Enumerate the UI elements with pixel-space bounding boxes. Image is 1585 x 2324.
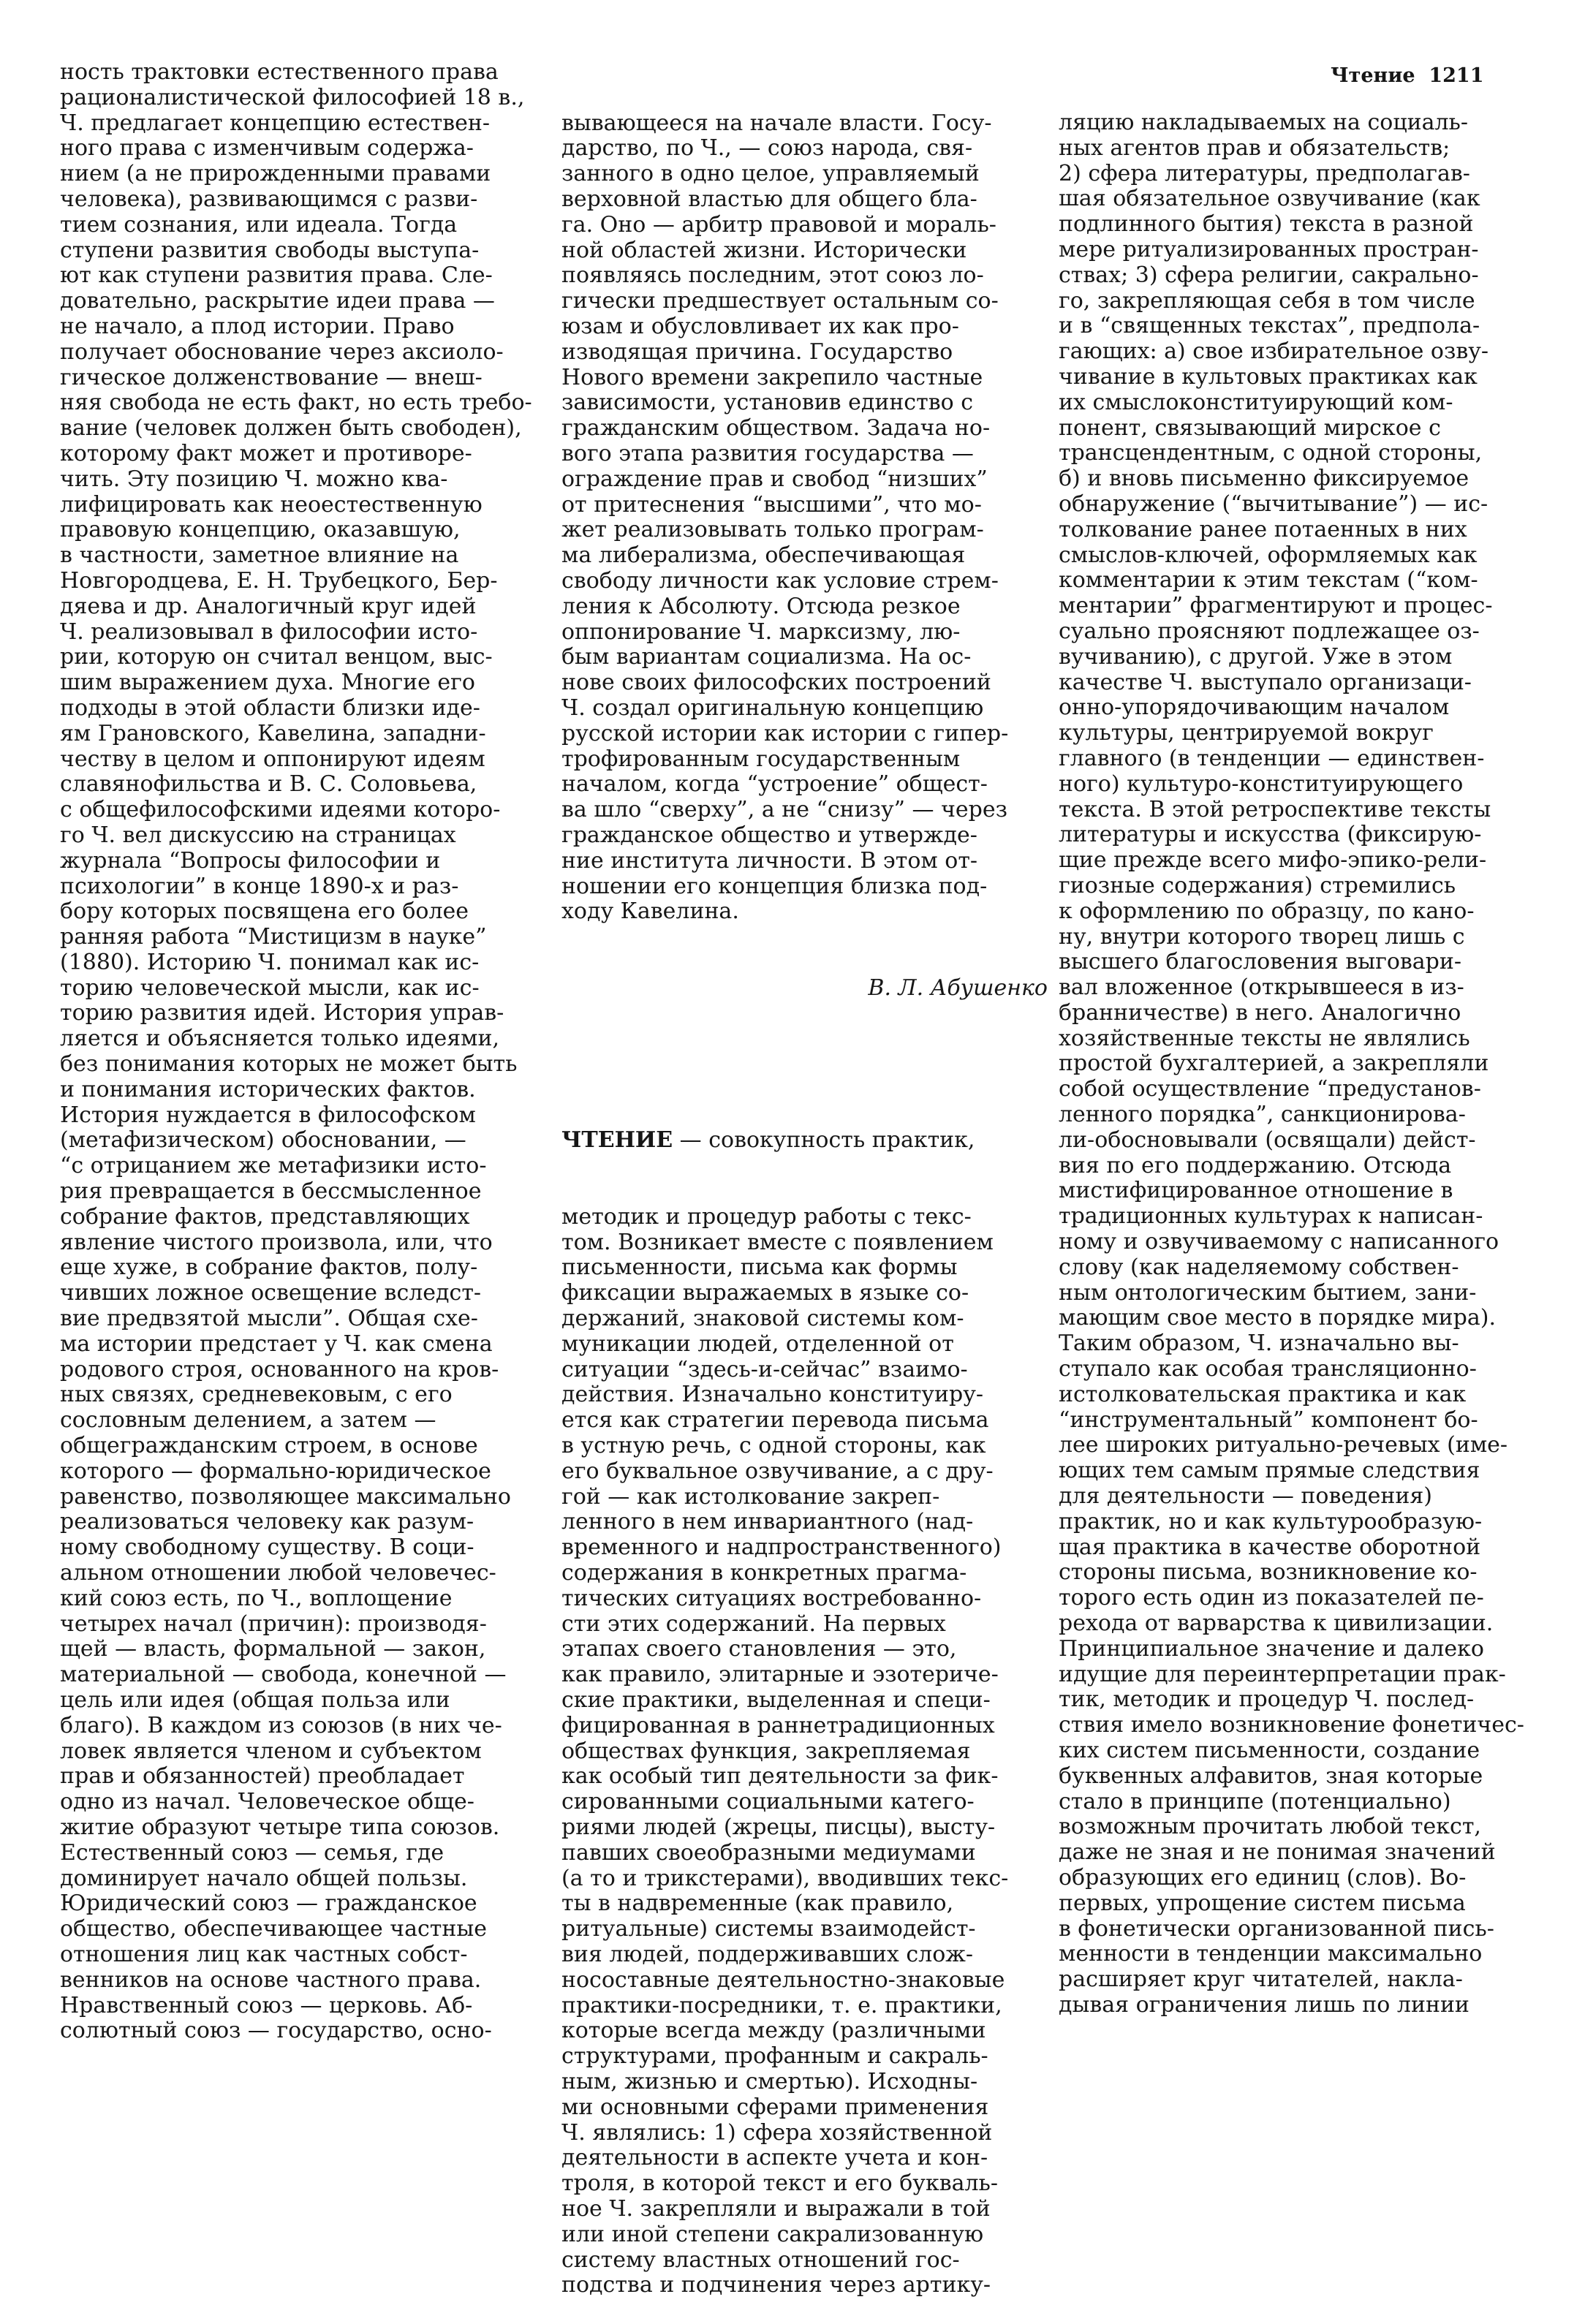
text-line: том. Возникает вместе с появлением: [561, 1229, 994, 1255]
text-line: б) и вновь письменно фиксируемое: [1059, 466, 1469, 492]
entry-text: [561, 1205, 1048, 2298]
text-line: идущие для переинтерпретации прак-: [1059, 1661, 1506, 1687]
text-line: (а то и трикстерами), вводивших текс-: [561, 1865, 1009, 1891]
text-line: слову (как наделяемому собствен-: [1059, 1254, 1459, 1280]
text-line: гиозные содержания) стремились: [1059, 872, 1456, 898]
text-line: ма истории предстает у Ч. как смена: [60, 1331, 493, 1357]
text-line: расширяет круг читателей, накла-: [1059, 1967, 1463, 1993]
text-line: реализоваться человеку как разум-: [60, 1509, 474, 1535]
text-line: комментарии к этим текстам (“ком-: [1059, 567, 1478, 594]
text-line: сти этих содержаний. На первых: [561, 1610, 946, 1637]
text-line: лифицировать как неоестественную: [60, 491, 483, 518]
text-line: даже не зная и не понимая значений: [1059, 1839, 1496, 1866]
text-line: юзам и обусловливает их как про-: [561, 313, 959, 339]
text-line: чивших ложное освещение вследст-: [60, 1280, 482, 1306]
text-line: тических ситуациях востребованно-: [561, 1585, 982, 1611]
text-line: (метафизическом) обосновании, —: [60, 1127, 466, 1154]
text-line: цель или идея (общая польза или: [60, 1687, 450, 1713]
text-line: вого этапа развития государства —: [561, 440, 974, 466]
text-line: ленного в нем инвариантного (над-: [561, 1509, 974, 1535]
text-line: письменности, письма как формы: [561, 1254, 958, 1281]
text-line: Ч. являлись: 1) сфера хозяйственной: [561, 2119, 993, 2146]
text-line: действия. Изначально конституиру-: [561, 1382, 984, 1408]
text-line: Принципиальное значение и далеко: [1059, 1635, 1484, 1662]
text-line: методик и процедур работы с текс-: [561, 1203, 972, 1230]
text-line: обществах функция, закрепляемая: [561, 1738, 971, 1764]
text-line: смыслов-ключей, оформляемых как: [1059, 542, 1478, 568]
text-line: деятельности в аспекте учета и кон-: [561, 2145, 988, 2171]
text-line: ному и озвучиваемому с написанного: [1059, 1229, 1499, 1255]
text-line: ситуации “здесь-и-сейчас” взаимо-: [561, 1356, 968, 1382]
text-line: павших своеобразными медиумами: [561, 1839, 976, 1866]
text-line: благо). В каждом из союзов (в них че-: [60, 1712, 502, 1738]
text-line: вучиванию), с другой. Уже в этом: [1059, 643, 1453, 670]
column-1: [60, 60, 532, 2044]
text-line: русской истории как истории с гипер-: [561, 720, 1009, 746]
text-line: гражданское общество и утвержде-: [561, 822, 977, 848]
text-line: ной областей жизни. Исторически: [561, 237, 967, 263]
text-line: истолковательская практика и как: [1059, 1381, 1467, 1407]
text-line: вие предвзятой мысли”. Общая схе-: [60, 1306, 478, 1332]
text-line: житие образуют четыре типа союзов.: [60, 1814, 500, 1840]
text-line: практики-посредники, т. е. практики,: [561, 1992, 1002, 2018]
text-line: ские практики, выделенная и специ-: [561, 1687, 991, 1713]
text-line: как правило, элитарные и эзотериче-: [561, 1662, 999, 1688]
text-line: вия людей, поддерживавших слож-: [561, 1941, 974, 1967]
text-line: фицированная в раннетрадиционных: [561, 1712, 995, 1738]
text-line: высшего благословения выговари-: [1059, 949, 1461, 975]
text-line: мистифицированное отношение в: [1059, 1178, 1453, 1204]
text-line: кий союз есть, по Ч., воплощение: [60, 1585, 453, 1611]
text-line: ных связях, средневековым, с его: [60, 1382, 453, 1408]
text-line: чить. Эту позицию Ч. можно ква-: [60, 466, 448, 492]
text-line: риями людей (жрецы, писцы), высту-: [561, 1814, 996, 1840]
text-line: подлинного бытия) текста в разной: [1059, 211, 1474, 238]
text-line: его буквальное озвучивание, а с дру-: [561, 1458, 994, 1484]
text-line: для деятельности — поведения): [1059, 1483, 1432, 1510]
text-line: венников на основе частного права.: [60, 1967, 482, 1993]
text-line: без понимания которых не может быть: [60, 1051, 518, 1078]
text-line: одно из начал. Человеческое обще-: [60, 1789, 474, 1815]
text-line: человека), развивающимся с разви-: [60, 186, 478, 212]
text-line: которые всегда между (различными: [561, 2018, 986, 2044]
text-line: держаний, знаковой системы ком-: [561, 1306, 964, 1332]
text-line: ношении его концепция близка под-: [561, 873, 988, 899]
text-line: щие прежде всего мифо-эпико-рели-: [1059, 847, 1487, 874]
text-line: довательно, раскрытие идеи права —: [60, 288, 495, 314]
text-line: текста. В этой ретроспективе тексты: [1059, 796, 1491, 822]
text-line: в устную речь, с одной стороны, как: [561, 1433, 986, 1459]
text-line: тик, методик и процедур Ч. послед-: [1059, 1687, 1475, 1713]
text-line: честву в целом и оппонируют идеям: [60, 746, 485, 772]
text-line: торию человеческой мысли, как ис-: [60, 974, 480, 1001]
text-line: подства и подчинения через артику-: [561, 2272, 991, 2298]
text-line: общество, обеспечивающее частные: [60, 1916, 488, 1942]
text-line: Естественный союз — семья, где: [60, 1839, 445, 1866]
text-line: появляясь последним, этот союз ло-: [561, 262, 984, 289]
text-line: с общефилософскими идеями которо-: [60, 797, 501, 823]
column-2: [561, 60, 1048, 2324]
text-line: понент, связывающий мирское с: [1059, 415, 1441, 441]
text-line: не начало, а плод истории. Право: [60, 313, 455, 339]
text-line: качестве Ч. выступало организаци-: [1059, 669, 1472, 695]
text-line: материальной — свобода, конечной —: [60, 1662, 507, 1688]
text-line: ких систем письменности, создание: [1059, 1738, 1480, 1763]
text-line: правовую концепцию, оказавшую,: [60, 517, 461, 543]
running-head: [1331, 64, 1484, 87]
text-line: ным, жизнью и смертью). Исходны-: [561, 2068, 978, 2094]
text-line: образующих его единиц (слов). Во-: [1059, 1864, 1467, 1890]
text-line: ва шло “сверху”, а не “снизу” — через: [561, 797, 1007, 823]
text-line: ступало как особая трансляционно-: [1059, 1356, 1477, 1382]
text-line: ловек является членом и субъектом: [60, 1738, 482, 1764]
text-line: бым вариантам социализма. На ос-: [561, 644, 972, 670]
running-head-title: Чтение: [1331, 64, 1415, 87]
text-line: торого есть один из показателей пе-: [1059, 1585, 1484, 1611]
text-line: журнала “Вопросы философии и: [60, 847, 441, 874]
text-line: от притеснения “высшими”, что мо-: [561, 491, 982, 518]
text-line: го Ч. вел дискуссию на страницах: [60, 822, 456, 848]
text-line: ствах; 3) сфера религии, сакрально-: [1059, 262, 1479, 288]
text-line: стороны письма, возникновение ко-: [1059, 1559, 1478, 1586]
text-line: вывающееся на начале власти. Госу-: [561, 110, 992, 136]
text-line: к оформлению по образцу, по кано-: [1059, 898, 1475, 924]
text-line: психологии” в конце 1890-х и раз-: [60, 873, 459, 899]
text-line: дяева и др. Аналогичный круг идей: [60, 593, 477, 619]
text-line: верховной властью для общего бла-: [561, 186, 977, 212]
text-line: няя свобода не есть факт, но есть требо-: [60, 390, 532, 416]
text-line: зависимости, установив единство с: [561, 390, 973, 416]
text-line: Юридический союз — гражданское: [60, 1890, 477, 1917]
text-line: гающих: а) свое избирательное озву-: [1059, 338, 1489, 365]
text-line: ется как стратегии перевода письма: [561, 1407, 989, 1434]
text-line: простой бухгалтерией, а закрепляли: [1059, 1051, 1489, 1077]
text-line: жет реализовывать только програм-: [561, 517, 984, 543]
text-line: Новгородцева, Е. Н. Трубецкого, Бер-: [60, 567, 498, 594]
text-line: ленного порядка”, санкционирова-: [1059, 1102, 1466, 1128]
text-line: ние института личности. В этом от-: [561, 847, 978, 874]
text-line: фиксации выражаемых в языке со-: [561, 1280, 969, 1306]
text-line: ступени развития свободы выступа-: [60, 237, 480, 263]
author-signature: В. Л. Абушенко: [868, 974, 1048, 1001]
text-line: доминирует начало общей пользы.: [60, 1865, 468, 1891]
text-line: ному свободному существу. В соци-: [60, 1534, 474, 1561]
text-line: стало в принципе (потенциально): [1059, 1788, 1451, 1814]
text-line: нове своих философских построений: [561, 670, 991, 696]
text-line: гой — как истолкование закреп-: [561, 1483, 940, 1510]
text-line: Ч. создал оригинальную концепцию: [561, 694, 984, 721]
text-line: ментарии” фрагментируют и процес-: [1059, 593, 1493, 619]
text-line: славянофильства и В. С. Соловьева,: [60, 771, 477, 798]
text-line: временного и надпространственного): [561, 1534, 1002, 1561]
text-line: и понимания исторических фактов.: [60, 1076, 476, 1102]
text-line: ритуальные) системы взаимодейст-: [561, 1916, 976, 1942]
text-line: которого — формально-юридическое: [60, 1458, 491, 1484]
text-line: отношения лиц как частных собст-: [60, 1941, 468, 1967]
column-3: [1059, 110, 1524, 2018]
text-line: рационалистической философией 18 в.,: [60, 84, 525, 110]
text-line: обнаружение (“вычитывание”) — ис-: [1059, 491, 1488, 517]
text-line: свободу личности как условие стрем-: [561, 567, 999, 594]
text-line: ли-обосновывали (освящали) дейст-: [1059, 1127, 1476, 1153]
text-line: собой осуществление “предустанов-: [1059, 1076, 1481, 1102]
text-line: как особый тип деятельности за фик-: [561, 1763, 999, 1790]
text-line: муникации людей, отделенной от: [561, 1331, 954, 1357]
text-line: ляцию накладываемых на социаль-: [1059, 110, 1469, 135]
text-line: троля, в которой текст и его букваль-: [561, 2170, 999, 2197]
text-line: ющих тем самым прямые следствия: [1059, 1458, 1480, 1484]
text-line: щей — власть, формальной — закон,: [60, 1636, 486, 1662]
text-line: гражданским обществом. Задача но-: [561, 415, 991, 442]
text-line: торию развития идей. История управ-: [60, 1000, 504, 1026]
text-line: трансцендентным, с одной стороны,: [1059, 440, 1483, 466]
text-line: этапах своего становления — это,: [561, 1636, 957, 1662]
text-line: содержания в конкретных прагма-: [561, 1560, 967, 1586]
text-line: в фонетически организованной пись-: [1059, 1915, 1494, 1942]
text-line: Ч. предлагает концепцию естествен-: [60, 110, 490, 136]
text-line: мающим свое место в порядке мира).: [1059, 1305, 1497, 1331]
text-line: трофированным государственным: [561, 746, 961, 772]
text-line: ну, внутри которого творец лишь с: [1059, 923, 1465, 950]
text-line: ранняя работа “Мистицизм в науке”: [60, 924, 487, 950]
text-line: вия по его поддержанию. Отсюда: [1059, 1152, 1452, 1178]
text-line: го, закрепляющая себя в том числе: [1059, 287, 1475, 314]
text-line: лее широких ритуально-речевых (име-: [1059, 1432, 1508, 1458]
text-line: равенство, позволяющее максимально: [60, 1483, 511, 1510]
text-line: или иной степени сакрализованную: [561, 2221, 984, 2247]
text-line: литературы и искусства (фиксирую-: [1059, 822, 1482, 848]
text-line: тием сознания, или идеала. Тогда: [60, 211, 458, 238]
text-line: четырех начал (причин): производя-: [60, 1610, 487, 1637]
text-line: ность трактовки естественного права: [60, 59, 499, 85]
text-line: сированными социальными катего-: [561, 1789, 975, 1815]
text-line: ма либерализма, обеспечивающая: [561, 542, 966, 569]
text-line: ют как ступени развития права. Сле-: [60, 262, 493, 289]
text-line: ления к Абсолюту. Отсюда резкое: [561, 593, 961, 619]
text-line: мере ритуализированных простран-: [1059, 236, 1479, 262]
text-line: систему властных отношений гос-: [561, 2247, 960, 2273]
text-line: ляется и объясняется только идеями,: [60, 1026, 500, 1052]
text-line: суально проясняют подлежащее оз-: [1059, 618, 1480, 644]
text-line: 2) сфера литературы, предполагав-: [1059, 160, 1470, 186]
text-line: “с отрицанием же метафизики исто-: [60, 1153, 487, 1179]
text-line: менности в тенденции максимально: [1059, 1941, 1483, 1967]
text-line: альном отношении любой человечес-: [60, 1560, 496, 1586]
text-line: шая обязательное озвучивание (как: [1059, 186, 1480, 212]
text-line: которому факт может и противоре-: [60, 440, 472, 466]
text-line: получает обоснование через аксиоло-: [60, 338, 504, 365]
text-line: гически предшествует остальным со-: [561, 288, 999, 314]
text-line: ным онтологическим бытием, зани-: [1059, 1279, 1477, 1306]
text-line: рия превращается в бессмысленное: [60, 1178, 482, 1205]
text-line: сословным делением, а затем —: [60, 1407, 436, 1434]
entry-first-line: [561, 1128, 1048, 1154]
text-line: нием (а не прирожденными правами: [60, 161, 491, 187]
text-line: ми основными сферами применения: [561, 2094, 989, 2120]
text-line: “инструментальный” компонент бо-: [1059, 1407, 1478, 1433]
previous-entry-end: [561, 111, 1048, 926]
text-line: га. Оно — арбитр правовой и мораль-: [561, 211, 996, 238]
text-line: чивание в культовых практиках как: [1059, 363, 1478, 390]
text-line: ограждение прав и свобод “низших”: [561, 466, 988, 492]
text-line: бору которых посвящена его более: [60, 898, 469, 925]
text-line: родового строя, основанного на кров-: [60, 1356, 499, 1382]
text-line: Нравственный союз — церковь. Аб-: [60, 1992, 473, 2018]
text-line: началом, когда “устроение” общест-: [561, 771, 988, 798]
text-line: прав и обязанностей) преобладает: [60, 1763, 465, 1790]
text-line: главного (в тенденции — единствен-: [1059, 745, 1485, 771]
text-line: ного) культуро-конституирующего: [1059, 771, 1464, 797]
text-line: щая практика в качестве оборотной: [1059, 1534, 1481, 1560]
text-line: практик, но и как культурообразую-: [1059, 1508, 1483, 1534]
text-line: традиционных культурах к написан-: [1059, 1203, 1483, 1230]
text-line: шим выражением духа. Многие его: [60, 670, 475, 696]
text-line: ходу Кавелина.: [561, 898, 739, 925]
text-line: ствия имело возникновение фонетичес-: [1059, 1712, 1524, 1738]
entry-headword: ЧТЕНИЕ: [561, 1127, 673, 1154]
text-line: носоставные деятельностно-знаковые: [561, 1967, 1005, 1993]
text-line: общегражданским строем, в основе: [60, 1433, 478, 1459]
text-line: дывая ограничения лишь по линии: [1059, 1991, 1469, 2018]
text-line: явление чистого произвола, или, что: [60, 1229, 493, 1255]
text-line: собрание фактов, представляющих: [60, 1203, 470, 1230]
text-line: бранничестве) в него. Аналогично: [1059, 999, 1461, 1026]
text-line: ям Грановского, Кавелина, западни-: [60, 720, 486, 746]
text-line: еще хуже, в собрание фактов, полу-: [60, 1254, 478, 1281]
text-line: возможным прочитать любой текст,: [1059, 1814, 1481, 1840]
text-line: хозяйственные тексты не являлись: [1059, 1025, 1470, 1051]
text-line: культуры, центрируемой вокруг: [1059, 720, 1434, 746]
text-line: толкование ранее потаенных в них: [1059, 516, 1467, 542]
text-line: солютный союз — государство, осно-: [60, 2018, 492, 2044]
text-line: оппонирование Ч. марксизму, лю-: [561, 618, 961, 645]
text-line: ного права с изменчивым содержа-: [60, 135, 474, 162]
text-line: буквенных алфавитов, зная которые: [1059, 1763, 1483, 1789]
text-line: подходы в этой области близки иде-: [60, 694, 480, 721]
text-line: изводящая причина. Государство: [561, 338, 953, 365]
text-line: ное Ч. закрепляли и выражали в той: [561, 2195, 991, 2222]
text-line: Нового времени закрепило частные: [561, 364, 983, 390]
text-line: структурами, профанным и сакраль-: [561, 2043, 988, 2070]
text-line: рехода от варварства к цивилизации.: [1059, 1610, 1494, 1637]
text-line: Ч. реализовывал в философии исто-: [60, 618, 478, 645]
text-line: вание (человек должен быть свободен),: [60, 415, 522, 442]
page-number: 1211: [1429, 64, 1484, 87]
text-line: в частности, заметное влияние на: [60, 542, 459, 569]
text-line: ных агентов прав и обязательств;: [1059, 135, 1450, 161]
text-line: ты в надвременные (как правило,: [561, 1890, 954, 1917]
text-line: первых, упрощение систем письма: [1059, 1890, 1466, 1916]
text-line: (1880). Историю Ч. понимал как ис-: [60, 949, 480, 975]
text-line: Таким образом, Ч. изначально вы-: [1059, 1331, 1459, 1357]
text-line: гическое долженствование — внеш-: [60, 364, 483, 390]
text-line: дарство, по Ч., — союз народа, свя-: [561, 135, 973, 162]
text-line: рии, которую он считал венцом, выс-: [60, 644, 493, 670]
text-line: и в “священных текстах”, предпола-: [1059, 313, 1480, 339]
text-line: их смыслоконституирующий ком-: [1059, 389, 1453, 415]
text-line: История нуждается в философском: [60, 1102, 476, 1128]
entry-first-line-rest: — совокупность практик,: [673, 1127, 975, 1154]
gap-line: [561, 1052, 1048, 1078]
text-line: вал вложенное (открывшееся в из-: [1059, 974, 1464, 1001]
text-line: онно-упорядочивающим началом: [1059, 694, 1450, 721]
text-line: занного в одно целое, управляемый: [561, 161, 980, 187]
